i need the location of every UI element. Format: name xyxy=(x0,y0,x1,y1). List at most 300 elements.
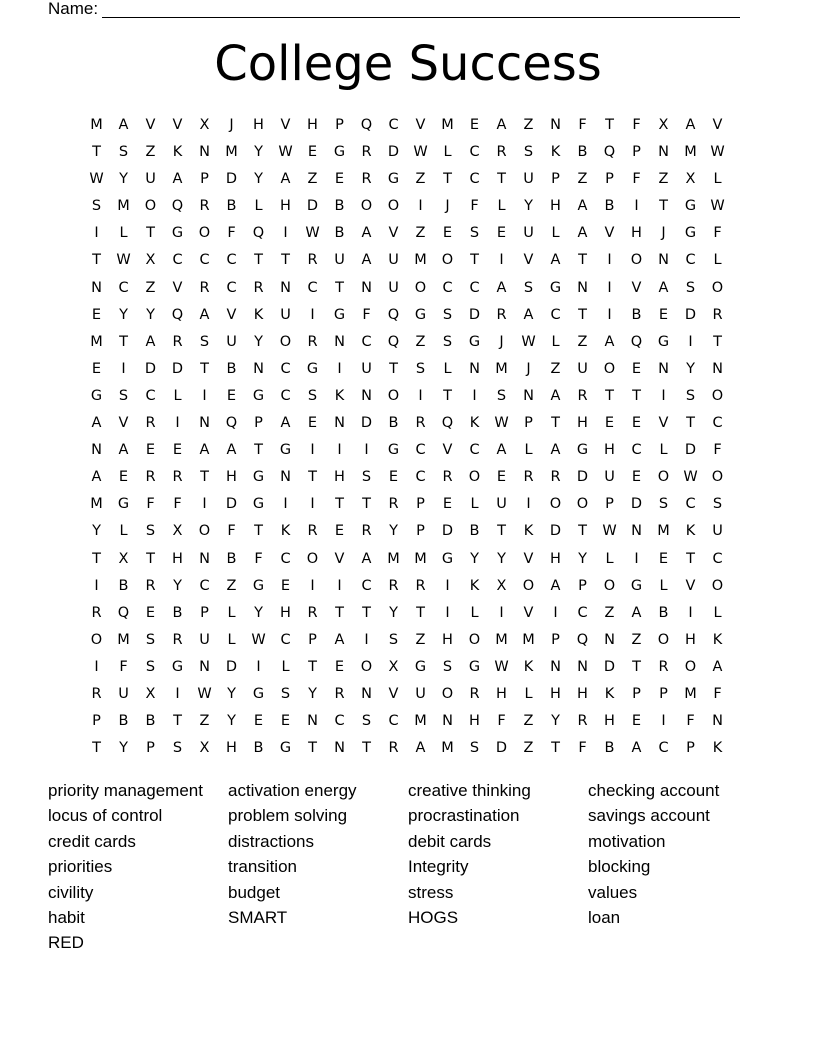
grid-letter: Y xyxy=(227,713,236,730)
word-bank-item: priority management xyxy=(48,781,203,800)
grid-letter: S xyxy=(91,198,102,215)
grid-letter: P xyxy=(605,496,614,513)
grid-letter: S xyxy=(523,144,534,161)
grid-letter: Y xyxy=(254,333,263,350)
grid-letter: L xyxy=(443,144,452,161)
grid-letter: R xyxy=(145,469,156,486)
grid-letter: A xyxy=(145,333,156,350)
grid-letter: U xyxy=(496,496,507,513)
grid-letter: S xyxy=(415,360,426,377)
grid-letter: G xyxy=(414,306,427,323)
grid-letter: E xyxy=(496,469,507,486)
grid-letter: S xyxy=(307,387,318,404)
grid-letter: M xyxy=(117,631,130,648)
grid-letter: R xyxy=(91,604,102,621)
grid-letter: N xyxy=(199,550,210,567)
grid-letter: B xyxy=(658,604,669,621)
grid-letter: Y xyxy=(92,523,101,540)
grid-letter: U xyxy=(226,333,237,350)
grid-letter: Z xyxy=(145,144,156,161)
grid-letter: O xyxy=(414,279,427,296)
grid-letter: E xyxy=(496,225,507,242)
grid-letter: Z xyxy=(415,333,426,350)
grid-letter: B xyxy=(334,198,345,215)
grid-letter: M xyxy=(90,496,103,513)
grid-letter: B xyxy=(226,198,237,215)
grid-letter: E xyxy=(631,360,642,377)
grid-letter: E xyxy=(253,713,264,730)
word-bank-item: stress xyxy=(408,882,454,902)
grid-letter: L xyxy=(713,252,722,269)
grid-letter: I xyxy=(418,198,423,215)
grid-letter: X xyxy=(658,117,669,133)
grid-letter: T xyxy=(92,252,101,269)
grid-letter: V xyxy=(388,225,399,242)
grid-letter: T xyxy=(578,252,587,269)
grid-letter: M xyxy=(495,360,508,377)
grid-letter: D xyxy=(495,740,508,757)
grid-letter: W xyxy=(521,333,536,350)
grid-letter: A xyxy=(658,279,669,296)
grid-letter: W xyxy=(602,523,617,540)
grid-letter: K xyxy=(523,658,534,675)
grid-letter: A xyxy=(226,442,237,459)
grid-letter: T xyxy=(497,523,506,540)
grid-letter: J xyxy=(445,198,450,215)
grid-letter: L xyxy=(497,198,506,215)
grid-letter: T xyxy=(362,604,371,621)
grid-letter: I xyxy=(202,496,207,513)
word-bank-item: locus of control xyxy=(48,806,163,826)
grid-letter: C xyxy=(685,496,696,513)
grid-letter: R xyxy=(307,523,318,540)
grid-letter: N xyxy=(334,740,345,757)
grid-letter: F xyxy=(713,225,722,242)
grid-letter: R xyxy=(658,658,669,675)
grid-letter: X xyxy=(685,171,696,188)
grid-letter: L xyxy=(119,523,128,540)
grid-letter: L xyxy=(524,685,533,702)
grid-letter: V xyxy=(280,117,291,133)
grid-letter: Y xyxy=(119,306,128,323)
grid-letter: C xyxy=(658,740,669,757)
grid-letter: C xyxy=(415,469,426,486)
grid-letter: P xyxy=(605,171,614,188)
grid-letter: F xyxy=(470,198,479,215)
grid-letter: N xyxy=(658,360,669,377)
grid-letter: B xyxy=(388,415,399,432)
grid-letter: S xyxy=(442,306,453,323)
grid-letter: V xyxy=(145,117,156,133)
grid-letter: R xyxy=(469,685,480,702)
grid-letter: A xyxy=(199,442,210,459)
grid-letter: M xyxy=(90,333,103,350)
grid-letter: X xyxy=(388,658,399,675)
grid-letter: U xyxy=(361,360,372,377)
grid-letter: C xyxy=(226,279,237,296)
grid-letter: Y xyxy=(119,171,128,188)
word-search-grid xyxy=(83,112,731,762)
name-blank-line[interactable] xyxy=(102,2,740,18)
grid-letter: T xyxy=(254,442,263,459)
grid-letter: Z xyxy=(550,360,561,377)
grid-letter: T xyxy=(389,360,398,377)
grid-letter: S xyxy=(685,387,696,404)
grid-letter: T xyxy=(632,387,641,404)
grid-letter: N xyxy=(658,144,669,161)
grid-letter: S xyxy=(442,658,453,675)
grid-letter: Q xyxy=(171,198,184,215)
grid-letter: B xyxy=(172,604,183,621)
grid-letter: S xyxy=(361,713,372,730)
word-bank-item: motivation xyxy=(588,831,666,851)
grid-letter: E xyxy=(307,144,318,161)
grid-letter: R xyxy=(712,306,723,323)
grid-letter: A xyxy=(361,550,372,567)
grid-letter: O xyxy=(468,631,481,648)
grid-letter: V xyxy=(523,550,534,567)
grid-letter: T xyxy=(281,252,290,269)
grid-letter: T xyxy=(92,740,101,757)
grid-letter: T xyxy=(551,415,560,432)
grid-letter: Q xyxy=(387,333,400,350)
grid-letter: A xyxy=(685,117,696,133)
grid-letter: M xyxy=(90,117,103,133)
grid-letter: L xyxy=(659,577,668,594)
grid-letter: W xyxy=(278,144,293,161)
grid-letter: S xyxy=(469,225,480,242)
grid-letter: N xyxy=(523,387,534,404)
grid-letter: C xyxy=(469,279,480,296)
grid-letter: Z xyxy=(523,713,534,730)
word-bank-item: civility xyxy=(48,882,94,902)
grid-letter: R xyxy=(388,577,399,594)
grid-letter: I xyxy=(607,252,612,269)
grid-letter: T xyxy=(335,496,344,513)
grid-letter: C xyxy=(469,171,480,188)
grid-letter: N xyxy=(550,658,561,675)
grid-letter: O xyxy=(144,198,157,215)
grid-letter: F xyxy=(254,550,263,567)
grid-letter: L xyxy=(551,225,560,242)
grid-letter: W xyxy=(710,198,725,215)
grid-letter: O xyxy=(468,469,481,486)
grid-letter: S xyxy=(118,144,129,161)
grid-letter: V xyxy=(226,306,237,323)
grid-letter: T xyxy=(659,198,668,215)
grid-letter: N xyxy=(631,523,642,540)
grid-letter: S xyxy=(280,685,291,702)
grid-letter: G xyxy=(171,658,184,675)
grid-letter: A xyxy=(496,279,507,296)
grid-letter: O xyxy=(360,658,373,675)
grid-letter: G xyxy=(333,144,346,161)
grid-letter: T xyxy=(92,144,101,161)
grid-letter: N xyxy=(712,713,723,730)
grid-letter: Z xyxy=(631,631,642,648)
grid-letter: L xyxy=(713,171,722,188)
grid-letter: I xyxy=(607,306,612,323)
grid-letter: E xyxy=(118,469,129,486)
grid-letter: D xyxy=(306,198,319,215)
grid-letter: G xyxy=(333,306,346,323)
grid-letter: D xyxy=(225,171,238,188)
grid-letter: G xyxy=(90,387,103,404)
grid-letter: D xyxy=(603,658,616,675)
grid-letter: I xyxy=(364,631,369,648)
grid-letter: L xyxy=(659,442,668,459)
grid-letter: D xyxy=(684,306,697,323)
grid-letter: V xyxy=(604,225,615,242)
grid-letter: V xyxy=(712,117,723,133)
grid-letter: H xyxy=(550,198,561,215)
grid-letter: G xyxy=(468,333,481,350)
grid-letter: H xyxy=(469,713,480,730)
grid-letter: N xyxy=(658,252,669,269)
grid-letter: S xyxy=(712,496,723,513)
grid-letter: G xyxy=(657,333,670,350)
grid-letter: Y xyxy=(578,550,587,567)
grid-letter: H xyxy=(280,198,291,215)
grid-letter: P xyxy=(551,631,560,648)
grid-letter: X xyxy=(199,117,210,133)
grid-letter: Z xyxy=(523,740,534,757)
grid-letter: D xyxy=(576,469,589,486)
grid-letter: V xyxy=(523,604,534,621)
grid-letter: E xyxy=(631,415,642,432)
grid-letter: Q xyxy=(117,604,130,621)
grid-letter: B xyxy=(118,577,129,594)
grid-letter: N xyxy=(469,360,480,377)
grid-letter: M xyxy=(684,685,697,702)
grid-letter: I xyxy=(499,252,504,269)
grid-letter: K xyxy=(253,306,264,323)
grid-letter: S xyxy=(442,333,453,350)
grid-letter: H xyxy=(631,225,642,242)
grid-letter: A xyxy=(631,604,642,621)
grid-letter: I xyxy=(175,415,180,432)
grid-letter: A xyxy=(91,415,102,432)
grid-letter: C xyxy=(280,360,291,377)
grid-letter: B xyxy=(226,550,237,567)
grid-letter: T xyxy=(470,252,479,269)
grid-letter: Q xyxy=(441,415,454,432)
grid-letter: R xyxy=(361,171,372,188)
grid-letter: C xyxy=(199,252,210,269)
grid-letter: A xyxy=(550,387,561,404)
word-bank-item: RED xyxy=(48,933,84,953)
grid-letter: A xyxy=(631,740,642,757)
grid-letter: H xyxy=(280,604,291,621)
grid-letter: G xyxy=(630,577,643,594)
grid-letter: N xyxy=(199,658,210,675)
grid-letter: Z xyxy=(307,171,318,188)
grid-letter: M xyxy=(657,523,670,540)
grid-letter: Y xyxy=(254,144,263,161)
grid-letter: X xyxy=(199,740,210,757)
grid-letter: C xyxy=(712,415,723,432)
grid-letter: W xyxy=(89,171,104,188)
grid-letter: R xyxy=(577,713,588,730)
grid-letter: T xyxy=(335,604,344,621)
grid-letter: A xyxy=(550,442,561,459)
grid-letter: A xyxy=(361,252,372,269)
word-bank-item: procrastination xyxy=(408,806,520,826)
grid-letter: R xyxy=(361,523,372,540)
word-bank-item: checking account xyxy=(588,781,720,800)
grid-letter: R xyxy=(496,306,507,323)
grid-letter: J xyxy=(499,333,504,350)
grid-letter: E xyxy=(145,604,156,621)
grid-letter: O xyxy=(603,360,616,377)
grid-letter: W xyxy=(116,252,131,269)
grid-letter: A xyxy=(550,577,561,594)
grid-letter: F xyxy=(632,171,641,188)
grid-letter: B xyxy=(604,740,615,757)
word-bank-item: HOGS xyxy=(408,907,459,927)
grid-letter: L xyxy=(443,360,452,377)
grid-letter: Z xyxy=(658,171,669,188)
word-bank-item: activation energy xyxy=(228,781,357,800)
grid-letter: V xyxy=(658,415,669,432)
grid-letter: A xyxy=(496,442,507,459)
grid-letter: Y xyxy=(227,685,236,702)
grid-letter: I xyxy=(94,577,99,594)
grid-letter: T xyxy=(362,740,371,757)
grid-letter: V xyxy=(415,117,426,133)
grid-letter: I xyxy=(364,442,369,459)
grid-letter: F xyxy=(578,740,587,757)
grid-letter: D xyxy=(468,306,481,323)
grid-letter: I xyxy=(121,360,126,377)
grid-letter: R xyxy=(253,279,264,296)
grid-letter: K xyxy=(550,144,561,161)
grid-letter: U xyxy=(415,685,426,702)
grid-letter: C xyxy=(712,550,723,567)
grid-letter: I xyxy=(310,442,315,459)
grid-letter: T xyxy=(335,279,344,296)
grid-letter: O xyxy=(198,225,211,242)
grid-letter: W xyxy=(494,658,509,675)
grid-letter: E xyxy=(631,713,642,730)
grid-letter: K xyxy=(280,523,291,540)
grid-letter: Z xyxy=(577,333,588,350)
grid-letter: O xyxy=(441,252,454,269)
grid-letter: Y xyxy=(389,604,398,621)
grid-letter: H xyxy=(685,631,696,648)
grid-letter: A xyxy=(118,442,129,459)
grid-letter: G xyxy=(252,387,265,404)
grid-letter: T xyxy=(92,550,101,567)
word-bank-item: budget xyxy=(228,882,280,902)
grid-letter: B xyxy=(469,523,480,540)
grid-letter: I xyxy=(175,685,180,702)
grid-letter: P xyxy=(632,144,641,161)
grid-letter: O xyxy=(684,658,697,675)
grid-letter: I xyxy=(337,360,342,377)
grid-letter: E xyxy=(334,658,345,675)
grid-letter: I xyxy=(661,387,666,404)
grid-letter: W xyxy=(494,415,509,432)
grid-letter: C xyxy=(388,117,399,133)
grid-letter: G xyxy=(387,171,400,188)
grid-letter: E xyxy=(307,415,318,432)
grid-letter: M xyxy=(522,631,535,648)
grid-letter: C xyxy=(145,387,156,404)
grid-letter: I xyxy=(445,604,450,621)
grid-letter: H xyxy=(307,117,318,133)
grid-letter: G xyxy=(549,279,562,296)
grid-letter: A xyxy=(523,306,534,323)
grid-letter: R xyxy=(145,415,156,432)
grid-letter: W xyxy=(305,225,320,242)
grid-letter: D xyxy=(630,496,643,513)
grid-letter: A xyxy=(550,252,561,269)
grid-letter: M xyxy=(117,198,130,215)
grid-letter: D xyxy=(225,658,238,675)
grid-letter: Y xyxy=(551,713,560,730)
grid-letter: N xyxy=(442,713,453,730)
grid-letter: G xyxy=(252,577,265,594)
grid-letter: B xyxy=(253,740,264,757)
grid-letter: K xyxy=(334,387,345,404)
grid-letter: Y xyxy=(119,740,128,757)
grid-letter: R xyxy=(550,469,561,486)
grid-letter: Q xyxy=(603,144,616,161)
grid-letter: K xyxy=(604,685,615,702)
grid-letter: T xyxy=(146,550,155,567)
grid-letter: P xyxy=(146,740,155,757)
grid-letter: I xyxy=(283,225,288,242)
grid-letter: B xyxy=(118,713,129,730)
grid-letter: C xyxy=(172,252,183,269)
grid-letter: O xyxy=(387,198,400,215)
word-bank-item: Integrity xyxy=(408,857,469,877)
grid-letter: P xyxy=(335,117,344,133)
grid-letter: N xyxy=(712,360,723,377)
grid-letter: R xyxy=(172,469,183,486)
grid-letter: D xyxy=(549,523,562,540)
grid-letter: M xyxy=(414,550,427,567)
grid-letter: N xyxy=(361,685,372,702)
grid-letter: Y xyxy=(524,198,533,215)
word-bank-item: debit cards xyxy=(408,831,492,851)
grid-letter: A xyxy=(199,306,210,323)
grid-letter: D xyxy=(441,523,454,540)
grid-letter: E xyxy=(334,523,345,540)
grid-letter: A xyxy=(91,469,102,486)
grid-letter: T xyxy=(632,658,641,675)
grid-letter: E xyxy=(631,469,642,486)
grid-letter: O xyxy=(522,577,535,594)
grid-letter: H xyxy=(604,442,615,459)
grid-letter: K xyxy=(469,415,480,432)
grid-letter: O xyxy=(630,252,643,269)
grid-letter: O xyxy=(360,198,373,215)
grid-letter: E xyxy=(442,225,453,242)
grid-letter: H xyxy=(226,740,237,757)
grid-letter: N xyxy=(334,333,345,350)
grid-letter: F xyxy=(713,685,722,702)
grid-letter: L xyxy=(254,198,263,215)
grid-letter: G xyxy=(684,198,697,215)
grid-letter: E xyxy=(145,442,156,459)
grid-letter: Q xyxy=(225,415,238,432)
grid-letter: T xyxy=(254,252,263,269)
grid-letter: I xyxy=(310,577,315,594)
grid-letter: C xyxy=(361,577,372,594)
grid-letter: M xyxy=(414,713,427,730)
